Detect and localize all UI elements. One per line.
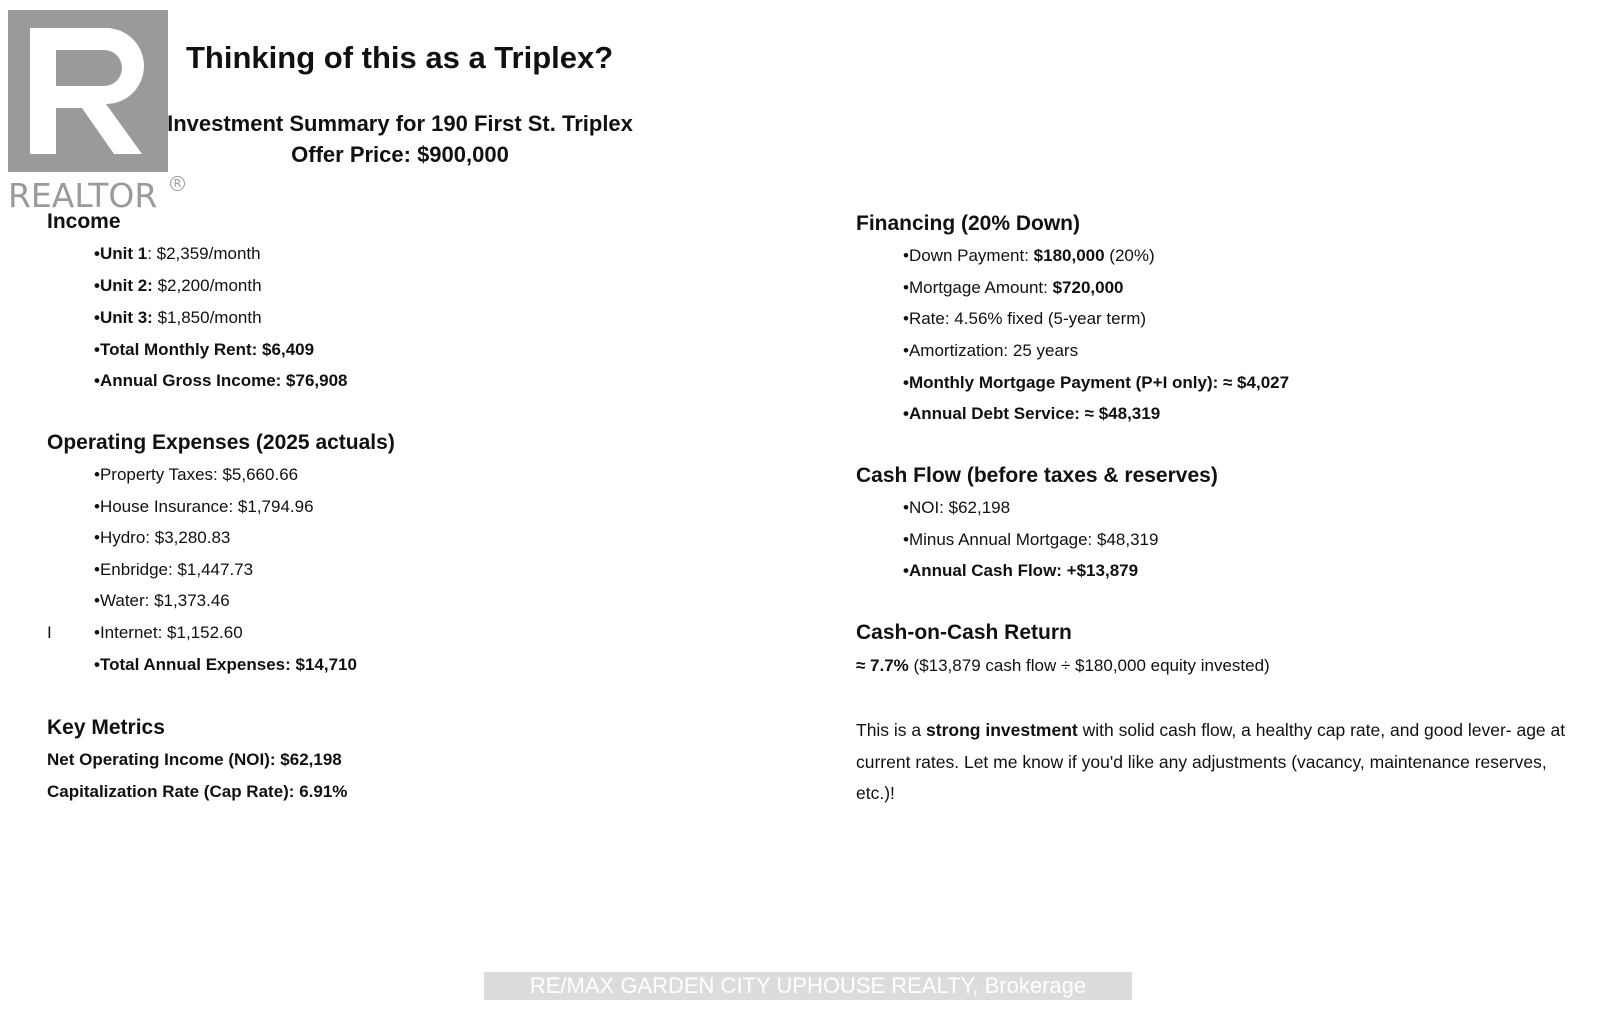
expense-item: •Internet: $1,152.60	[94, 623, 243, 642]
summary-post: with solid cash flow, a healthy cap rate, and good lever- age at current rates. Let me know if you'd like any adjustments (vacancy, maintenance reserves, etc.)!	[856, 720, 1566, 803]
page-title: Thinking of this as a Triplex?	[186, 40, 614, 75]
realtor-r-icon	[6, 8, 170, 174]
mortgage-amount-label: •Mortgage Amount:	[903, 278, 1053, 297]
income-unit-1	[94, 244, 261, 264]
cash-flow-noi: •NOI: $62,198	[903, 498, 1011, 517]
registered-mark: R	[170, 176, 185, 191]
monthly-mortgage-payment: •Monthly Mortgage Payment (P+I only): ≈ $4,027	[903, 373, 1290, 392]
financing-heading: Financing (20% Down)	[856, 212, 1081, 235]
total-monthly-rent: •Total Monthly Rent: $6,409	[94, 340, 315, 359]
summary-pre: This is a	[856, 720, 927, 740]
unit-3-value: $1,850/month	[152, 308, 262, 327]
mortgage-amount-value: $720,000	[1052, 278, 1124, 297]
unit-3-label: •Unit 3:	[94, 308, 153, 327]
cash-on-cash-return	[856, 656, 1270, 676]
cash-on-cash-detail: ($13,879 cash flow ÷ $180,000 equity invested)	[908, 656, 1270, 675]
unit-1-label: •Unit 1	[94, 244, 148, 263]
annual-gross-income: •Annual Gross Income: $76,908	[94, 371, 348, 390]
annual-cash-flow: •Annual Cash Flow: +$13,879	[903, 561, 1139, 580]
unit-1-value: : $2,359/month	[147, 244, 261, 263]
down-payment-pct: (20%)	[1104, 246, 1155, 265]
cash-on-cash-value: ≈ 7.7%	[856, 656, 909, 675]
brokerage-footer: RE/MAX GARDEN CITY UPHOUSE REALTY, Brokerage	[484, 972, 1132, 1000]
expense-item: •House Insurance: $1,794.96	[94, 497, 314, 516]
income-unit-3	[94, 308, 262, 328]
minus-annual-mortgage: •Minus Annual Mortgage: $48,319	[903, 530, 1159, 549]
unit-2-value: $2,200/month	[152, 276, 262, 295]
down-payment-value: $180,000	[1033, 246, 1105, 265]
amortization: •Amortization: 25 years	[903, 341, 1079, 360]
annual-debt-service: •Annual Debt Service: ≈ $48,319	[903, 404, 1161, 423]
expense-item: •Property Taxes: $5,660.66	[94, 465, 299, 484]
cash-flow-heading: Cash Flow (before taxes & reserves)	[856, 464, 1218, 487]
summary-strong: strong investment	[926, 720, 1078, 740]
cap-rate: Capitalization Rate (Cap Rate): 6.91%	[47, 782, 348, 801]
key-metrics-heading: Key Metrics	[47, 716, 165, 739]
stray-mark: I	[47, 623, 52, 642]
expense-item: •Water: $1,373.46	[94, 591, 230, 610]
net-operating-income: Net Operating Income (NOI): $62,198	[47, 750, 342, 769]
offer-price: Offer Price: $900,000	[291, 142, 509, 167]
total-annual-expenses: •Total Annual Expenses: $14,710	[94, 655, 357, 674]
cash-on-cash-heading: Cash-on-Cash Return	[856, 621, 1072, 644]
expense-item: •Hydro: $3,280.83	[94, 528, 231, 547]
down-payment-label: •Down Payment:	[903, 246, 1034, 265]
realtor-logo-text: REALTOR	[8, 176, 158, 215]
income-unit-2	[94, 276, 262, 296]
expense-item: •Enbridge: $1,447.73	[94, 560, 254, 579]
income-heading: Income	[47, 210, 121, 233]
summary-paragraph	[856, 715, 1566, 810]
down-payment	[903, 246, 1155, 266]
operating-expenses-heading: Operating Expenses (2025 actuals)	[47, 431, 395, 454]
unit-2-label: •Unit 2:	[94, 276, 153, 295]
mortgage-amount	[903, 278, 1124, 298]
investment-summary-title: Investment Summary for 190 First St. Triplex	[167, 111, 633, 136]
mortgage-rate: •Rate: 4.56% fixed (5-year term)	[903, 309, 1147, 328]
